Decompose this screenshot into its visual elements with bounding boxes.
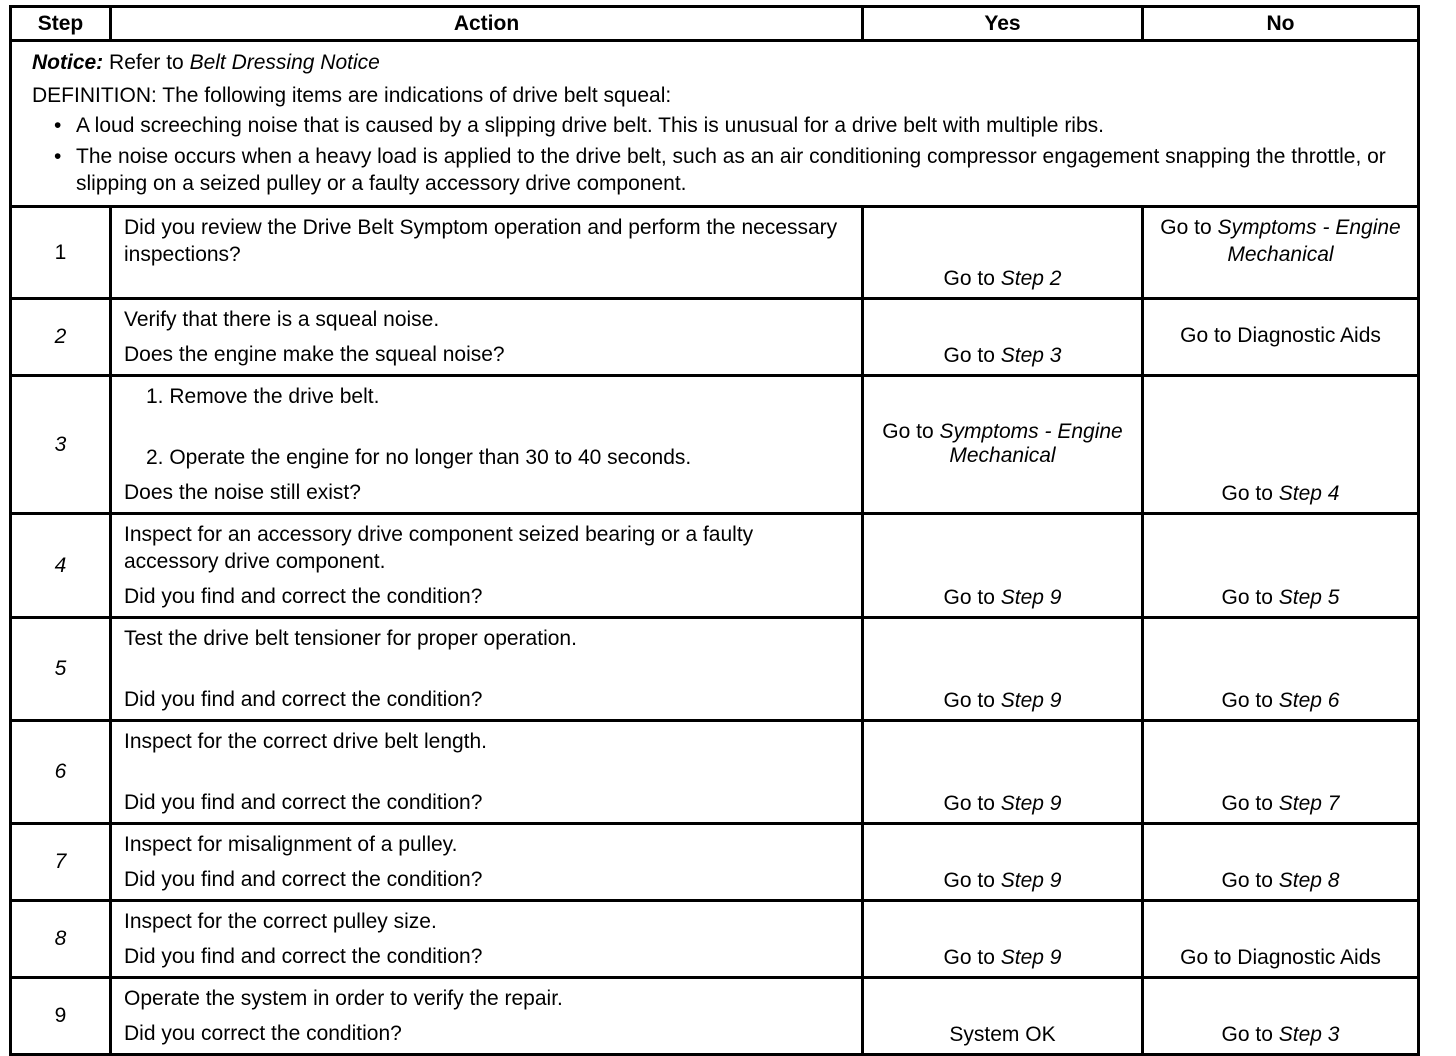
step-no: Go to Step 3 [1143, 978, 1419, 1055]
bullet-marker: • [54, 114, 62, 137]
table-row [11, 824, 1419, 901]
step-yes: Go to Step 9 [863, 901, 1143, 978]
definition-bullet: • The noise occurs when a heavy load is applied to the drive belt, such as an air conditioning compressor engagement snapping the throttle, or slipping on a seized pulley or a faulty accessory drive component. [54, 145, 1386, 195]
header-step: Step [11, 7, 111, 41]
step-action: Verify that there is a squeal noise. Does the engine make the squeal noise? [111, 299, 863, 376]
table-row [11, 901, 1419, 978]
notice-line [32, 46, 1409, 79]
diagnostic-table-container [9, 5, 1417, 1056]
step-action: Inspect for the correct drive belt length. Did you find and correct the condition? [111, 721, 863, 824]
step-number: 3 [11, 376, 111, 514]
step-no: Go to Diagnostic Aids [1143, 299, 1419, 376]
table-row [11, 618, 1419, 721]
step-no: Go to Diagnostic Aids [1143, 901, 1419, 978]
table-row [11, 978, 1419, 1055]
step-yes: Go to Symptoms - Engine Mechanical [863, 376, 1143, 514]
step-number: 6 [11, 721, 111, 824]
notice-cell [11, 41, 1419, 207]
step-action: 1. Remove the drive belt. 2. Operate the engine for no longer than 30 to 40 seconds. Does the noise still exist? [111, 376, 863, 514]
table-row [11, 721, 1419, 824]
definition-bullet: • A loud screeching noise that is caused by a slipping drive belt. This is unusual for a drive belt with multiple ribs. [54, 114, 1104, 137]
step-no: Go to Step 4 [1143, 376, 1419, 514]
step-number: 5 [11, 618, 111, 721]
step-no: Go to Symptoms - Engine Mechanical [1143, 207, 1419, 299]
step-action: Operate the system in order to verify the repair. Did you correct the condition? [111, 978, 863, 1055]
table-row [11, 299, 1419, 376]
step-number: 2 [11, 299, 111, 376]
definition-bullets [32, 112, 1409, 197]
header-row [11, 7, 1419, 41]
step-yes: Go to Step 9 [863, 721, 1143, 824]
notice-prefix: Refer to [109, 51, 184, 74]
step-no: Go to Step 8 [1143, 824, 1419, 901]
step-yes: System OK [863, 978, 1143, 1055]
step-action: Test the drive belt tensioner for proper operation. Did you find and correct the condition? [111, 618, 863, 721]
step-action: Inspect for misalignment of a pulley. Did you find and correct the condition? [111, 824, 863, 901]
step-yes: Go to Step 2 [863, 207, 1143, 299]
step-number: 9 [11, 978, 111, 1055]
definition-text: DEFINITION: The following items are indications of drive belt squeal: [32, 84, 672, 107]
notice-ref: Belt Dressing Notice [189, 51, 380, 74]
step-number: 1 [11, 207, 111, 299]
notice-label: Notice: [32, 51, 104, 74]
step-no: Go to Step 5 [1143, 514, 1419, 618]
notice-row [11, 41, 1419, 207]
diagnostic-table [9, 5, 1420, 1056]
step-action: Inspect for an accessory drive component seized bearing or a faulty accessory drive component. Did you find and correct the condition? [111, 514, 863, 618]
table-row [11, 376, 1419, 514]
header-action: Action [111, 7, 863, 41]
step-yes: Go to Step 9 [863, 824, 1143, 901]
bullet-marker: • [54, 145, 62, 168]
header-no: No [1143, 7, 1419, 41]
step-number: 7 [11, 824, 111, 901]
step-number: 8 [11, 901, 111, 978]
step-action: Inspect for the correct pulley size. Did you find and correct the condition? [111, 901, 863, 978]
step-no: Go to Step 7 [1143, 721, 1419, 824]
step-action: Did you review the Drive Belt Symptom operation and perform the necessary inspections? [111, 207, 863, 299]
step-yes: Go to Step 9 [863, 514, 1143, 618]
step-no: Go to Step 6 [1143, 618, 1419, 721]
table-row [11, 514, 1419, 618]
step-yes: Go to Step 9 [863, 618, 1143, 721]
step-yes: Go to Step 3 [863, 299, 1143, 376]
step-number: 4 [11, 514, 111, 618]
header-yes: Yes [863, 7, 1143, 41]
table-row [11, 207, 1419, 299]
